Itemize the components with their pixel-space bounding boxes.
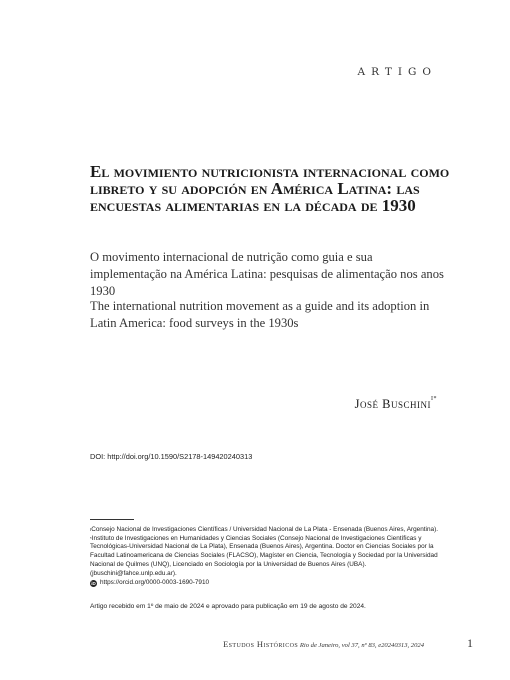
- author-name: [355, 397, 437, 412]
- author-affiliation-marks: I*: [431, 396, 437, 402]
- issue-info: Rio de Janeiro, vol 37, nº 83, e20240313, 2024: [299, 642, 424, 649]
- footnote-mark-1: I: [90, 527, 92, 532]
- journal-name: Estudos Históricos: [223, 639, 299, 649]
- section-label: ARTIGO: [357, 66, 437, 78]
- orcid-link[interactable]: https://orcid.org/0000-0003-1690-7910: [100, 579, 210, 587]
- footnote-mark-2: *: [90, 535, 92, 541]
- doi-link[interactable]: DOI: http://doi.org/10.1590/S2178-149420240313: [90, 452, 253, 461]
- orcid-icon: iD: [91, 581, 96, 587]
- article-title: El movimiento nutricionista internacional como libreto y su adopción en América Latina: las encuestas alimentarias en la década de 1930: [90, 162, 450, 215]
- footnote-affiliation-2: [90, 535, 442, 579]
- footnote-text-1: Consejo Nacional de Investigaciones Científicas / Universidad Nacional de La Plata - Ensenada (Buenos Aires, Argentina).: [91, 526, 438, 533]
- footnote-text-2: Instituto de Investigaciones en Humanidades y Ciencias Sociales (Consejo Nacional de Investigaciones Científicas y Tecnológicas-Universidad Nacional de La Plata), Ensenada (Buenos Aires), Argentina. Doctor en Ciencias Sociales por la Facultad Latinoamericana de Ciencias Sociales (FLACSO), Magíster en Ciencia, Tecnología y Sociedad por la Universidad Nacional de Quilmes (UNQ), Licenciado en Sociología por la Universidad de Buenos Aires (UBA). (jbuschini@fahce.unlp.edu.ar).: [90, 534, 438, 577]
- subtitle-english: The international nutrition movement as a guide and its adoption in Latin America: food surveys in the 1930s: [90, 299, 430, 330]
- footnotes: [90, 526, 442, 588]
- subtitle-portuguese: O movimento internacional de nutrição como guia e sua implementação na América Latina: pesquisas de alimentação nos anos 1930: [90, 250, 444, 298]
- received-date: Artigo recebido em 1º de maio de 2024 e aprovado para publicação em 19 de agosto de 2024.: [90, 603, 366, 610]
- orcid-line: [90, 579, 442, 588]
- page-number: 1: [467, 636, 473, 650]
- footnote-divider: [90, 519, 134, 520]
- page-footer: [223, 639, 424, 649]
- footnote-affiliation-1: [90, 526, 442, 535]
- author-name-text: José Buschini: [354, 397, 431, 411]
